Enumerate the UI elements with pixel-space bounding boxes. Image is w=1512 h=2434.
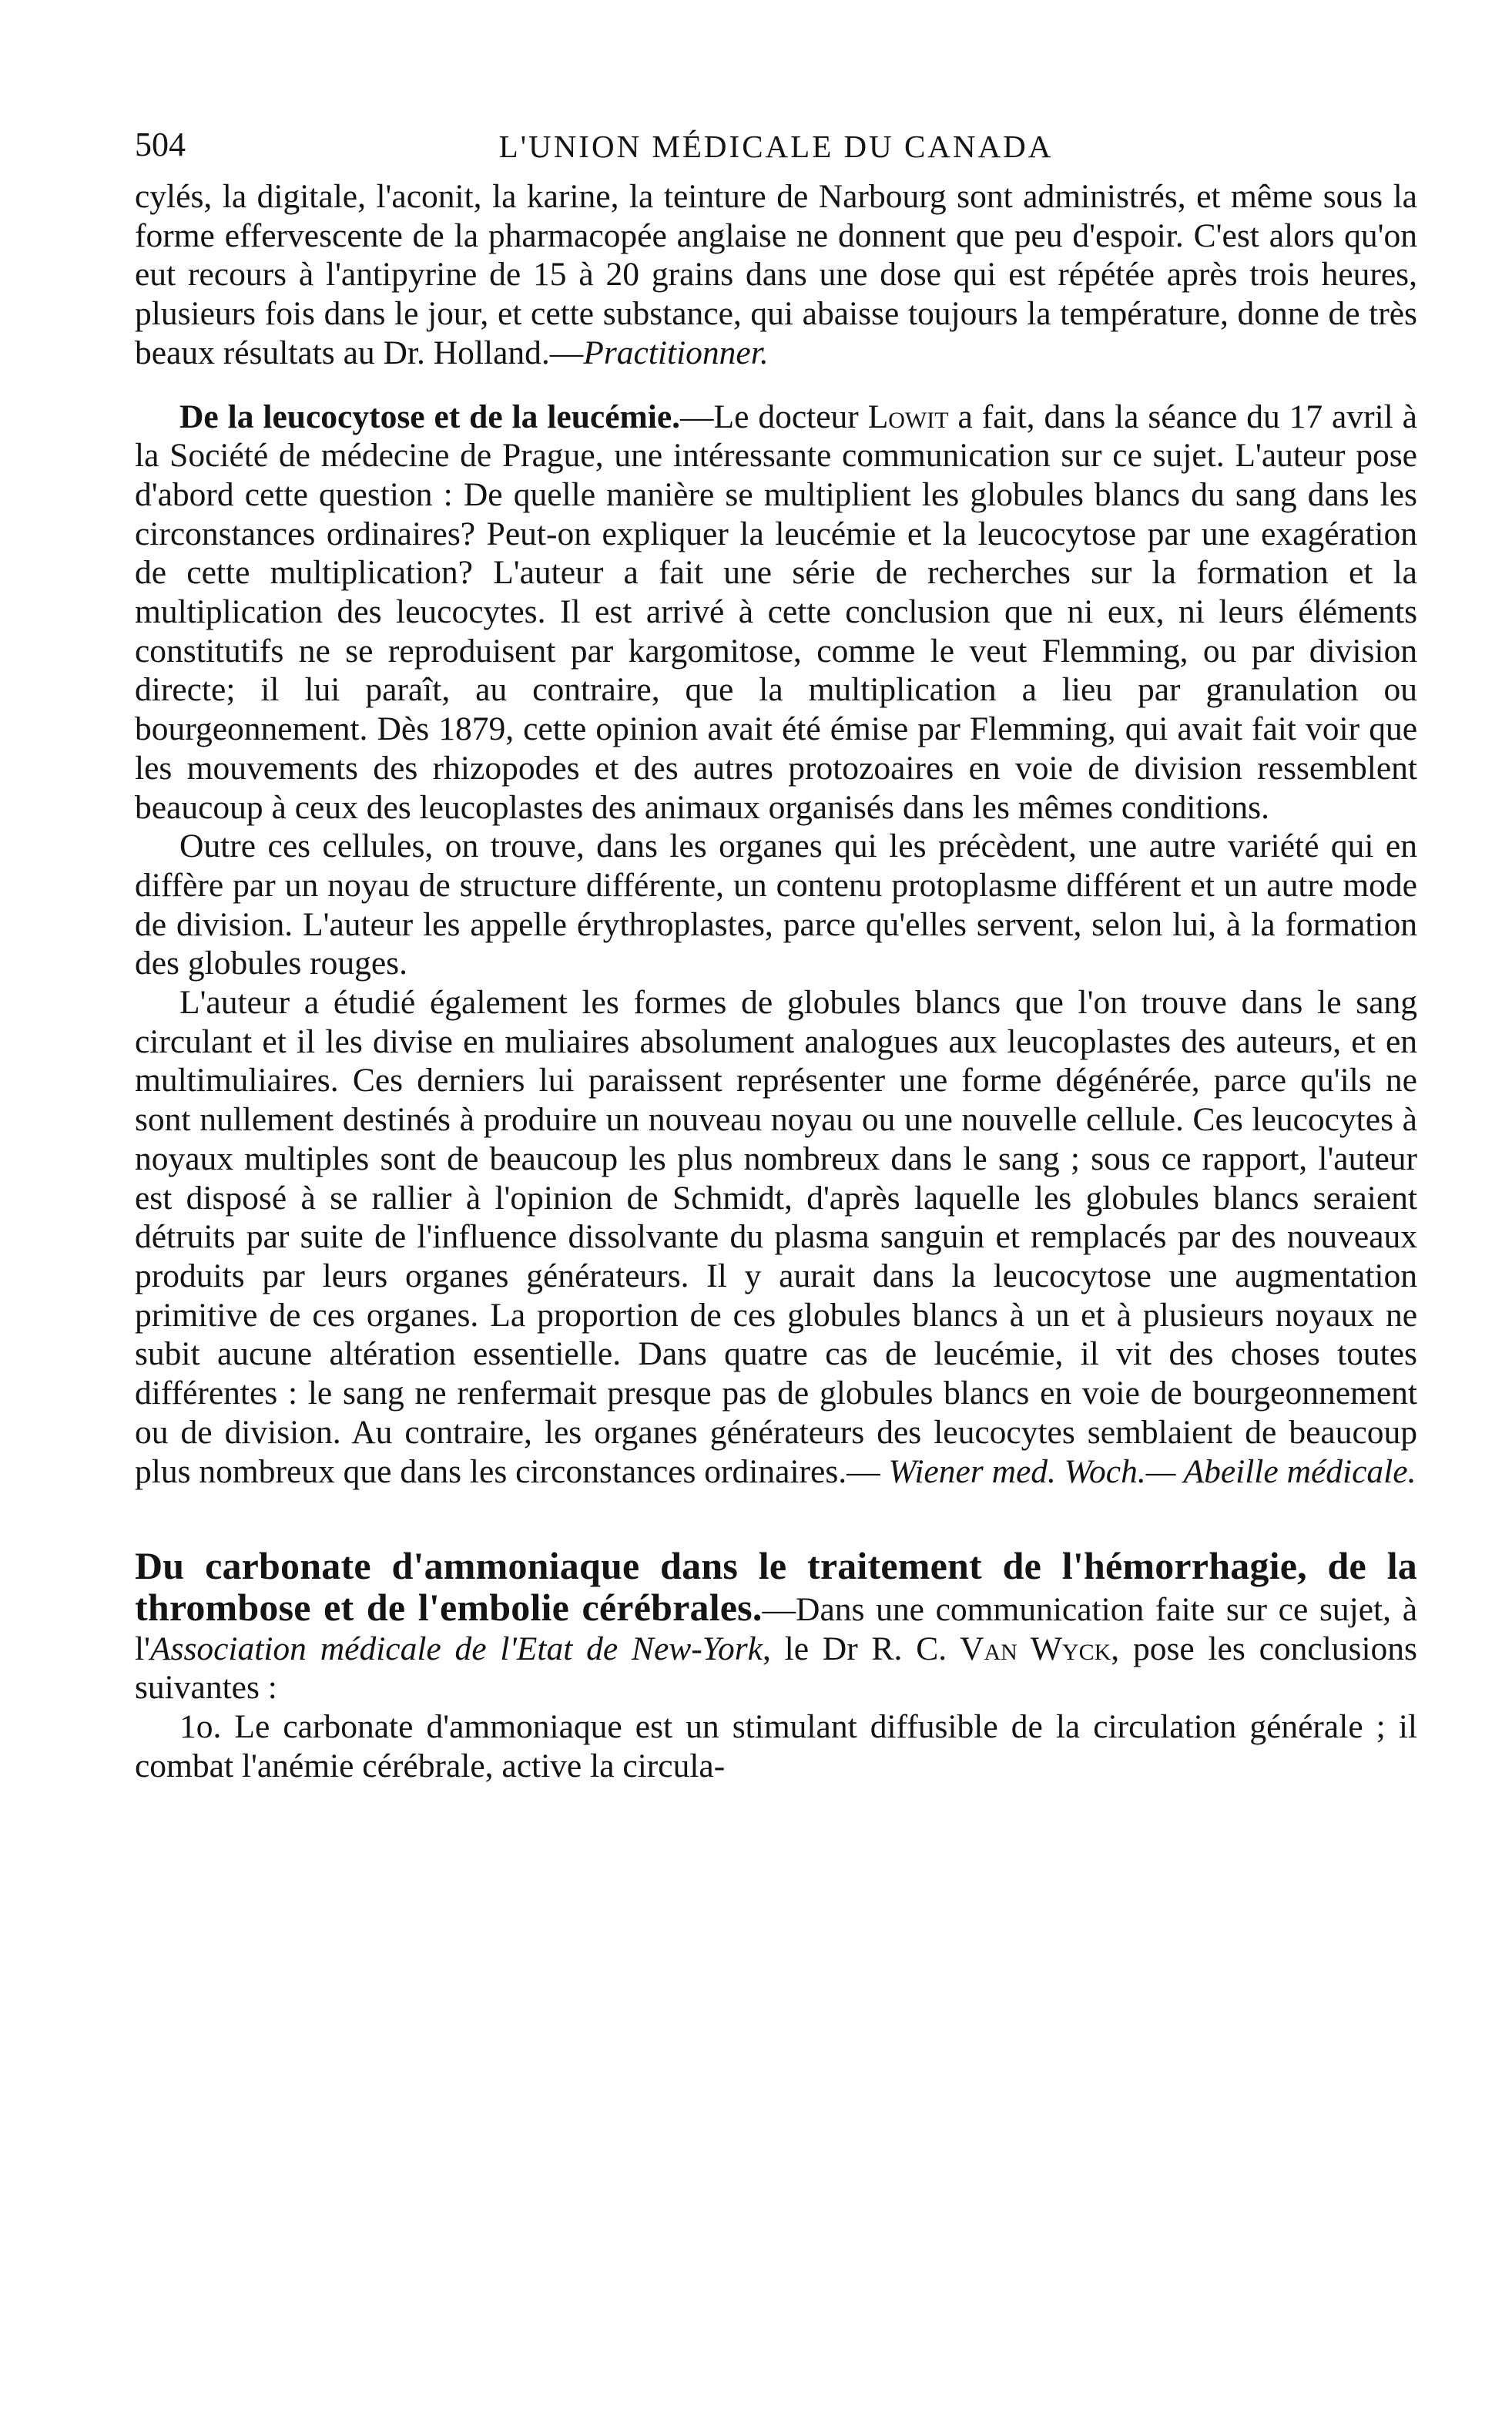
paragraph-globules-blancs — [135, 983, 1417, 1491]
paragraph-text: a fait, dans la séance du 17 avril à la Société de médecine de Prague, une intéressante communication sur ce sujet. L'auteur pose d'abord cette question : De quelle manière se multiplient les globules blancs du sang dans les circonstances ordinaires? Peut-on expliquer la leucémie et la leucocytose par une exagération de cette multiplication? L'auteur a fait une série de recherches sur la formation et la multiplication des leucocytes. Il est arrivé à cette conclusion que ni eux, ni leurs éléments constitutifs ne se reproduisent par kargomitose, comme le veut Flemming, ou par division directe; il lui paraît, au contraire, que la multiplication a lieu par granulation ou bourgeonnement. Dès 1879, cette opinion avait été émise par Flemming, qui avait fait voir que les mouvements des rhizopodes et des autres protozoaires en voie de division ressemblent beaucoup à ceux des leucoplastes des animaux organisés dans les mêmes conditions. — [135, 398, 1417, 826]
paragraph-text: —Dans une communication faite sur ce sujet, à l' — [135, 1590, 1417, 1667]
paragraph-erythroplastes: Outre ces cellules, on trouve, dans les organes qui les précèdent, une autre variété qui en diffère par un noyau de structure différente, un contenu protoplasme différent et un autre mode de division. L'auteur les appelle érythroplastes, parce qu'elles servent, selon lui, à la formation des globules rouges. — [135, 828, 1417, 982]
source-citation: Wiener med. Woch.— Abeille médicale. — [888, 1452, 1416, 1490]
association-name: Association médicale de l'Etat de New-York — [149, 1630, 763, 1667]
section-gap — [135, 373, 1417, 398]
section-title: Du carbonate d'ammoniaque dans le traitement de l'hémorrhagie, de la thrombose et de l'embolie cérébrales. — [135, 1544, 1417, 1629]
paragraph-carbonate-intro — [135, 1546, 1417, 1707]
journal-title: L'UNION MÉDICALE DU CANADA — [498, 129, 1054, 164]
paragraph-text: L'auteur a étudié également les formes de globules blancs que l'on trouve dans le sang circulant et il les divise en muliaires absolument analogues aux leucoplastes des auteurs, et en multimuliaires. Ces derniers lui paraissent représenter une forme dégénérée, parce qu'ils ne sont nullement destinés à produire un nouveau noyau ou une nouvelle cellule. Ces leucocytes à noyaux multiples sont de beaucoup les plus nombreux dans le sang ; sous ce rapport, l'auteur est disposé à se rallier à l'opinion de Schmidt, d'après laquelle les globules blancs seraient détruits par suite de l'influence dissolvante du plasma sanguin et remplacés par des nouveaux produits par leurs organes générateurs. Il y aurait dans la leucocytose une augmentation primitive de ces organes. La proportion de ces globules blancs à un et à plusieurs noyaux ne subit aucune altération essentielle. Dans quatre cas de leucémie, il vit des choses toutes différentes : le sang ne renfermait presque pas de globules blancs en voie de bourgeonnement ou de division. Au contraire, les organes générateurs des leucocytes semblaient de beaucoup plus nombreux que dans les circonstances ordinaires.— — [135, 984, 1417, 1490]
page-header — [135, 116, 1417, 177]
author-name: R. C. Van Wyck — [871, 1630, 1111, 1667]
page-number: 504 — [135, 126, 186, 163]
paragraph-antipyrine — [135, 177, 1417, 373]
paragraph-leucocytose-intro — [135, 398, 1417, 828]
paragraph-text: , le Dr — [762, 1630, 872, 1667]
article-body — [135, 177, 1417, 1785]
section-gap — [135, 1491, 1417, 1546]
document-page — [135, 116, 1417, 1785]
source-citation: Practitionner. — [583, 334, 769, 371]
author-name: Lowit — [867, 398, 949, 435]
paragraph-text: cylés, la digitale, l'aconit, la karine, la teinture de Narbourg sont administrés, et même sous la forme effervescente de la pharmacopée anglaise ne donnent que peu d'espoir. C'est alors qu'on eut recours à l'antipyrine de 15 à 20 grains dans une dose qui est répétée après trois heures, plusieurs fois dans le jour, et cette substance, qui abaisse toujours la température, donne de très beaux résultats au Dr. Holland.— — [135, 178, 1417, 371]
section-title: De la leucocytose et de la leucémie. — [179, 398, 681, 435]
paragraph-text: , pose les conclusions suivantes : — [135, 1630, 1417, 1707]
paragraph-conclusion-1: 1o. Le carbonate d'ammoniaque est un stimulant diffusible de la circulation générale ; il combat l'anémie cérébrale, active la circula- — [135, 1708, 1417, 1784]
paragraph-text: —Le docteur — [680, 398, 868, 435]
